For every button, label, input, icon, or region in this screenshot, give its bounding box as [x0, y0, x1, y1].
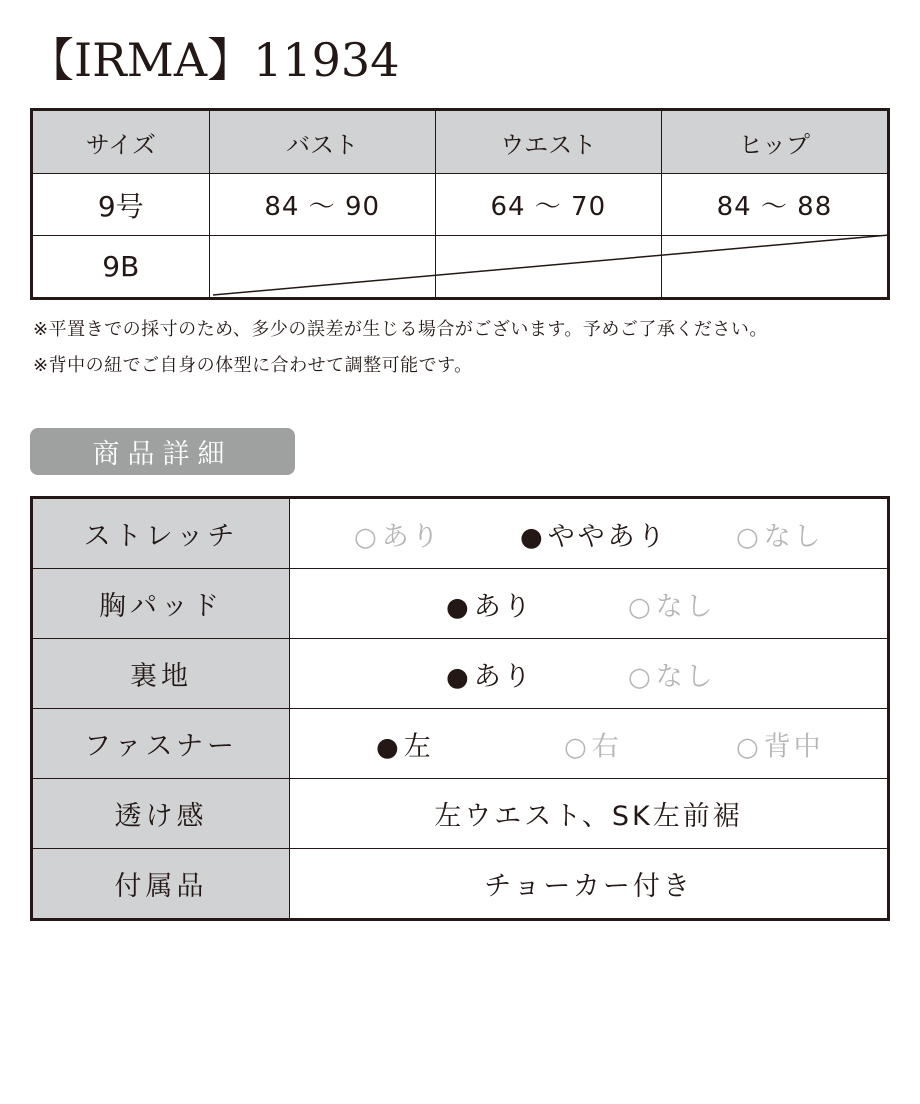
waist-cell: 64 ～ 70 — [435, 174, 661, 236]
empty-circle-icon: ○ — [354, 522, 380, 552]
lining-options — [290, 639, 889, 709]
empty-circle-icon: ○ — [628, 662, 654, 692]
measurement-note: ※平置きでの採寸のため、多少の誤差が生じる場合がございます。予めご了承ください。 — [33, 319, 768, 340]
pad-option-yes — [446, 584, 534, 623]
filled-circle-icon: ● — [446, 592, 472, 622]
section-label-product-details: 商品詳細 — [30, 428, 295, 475]
filled-circle-icon: ● — [446, 662, 472, 692]
option-text: あり — [473, 591, 534, 622]
table-row — [32, 174, 889, 236]
stretch-option-somewhat — [520, 514, 668, 553]
stretch-option-yes — [354, 514, 442, 553]
header-size: サイズ — [32, 110, 210, 174]
detail-row-sheer — [32, 779, 889, 849]
stretch-option-none — [736, 514, 824, 553]
adjustment-note: ※背中の紐でご自身の体型に合わせて調整可能です。 — [33, 355, 473, 376]
accessory-value: チョーカー付き — [290, 849, 889, 920]
fastener-label: ファスナー — [32, 709, 290, 779]
detail-row-accessory — [32, 849, 889, 920]
option-text: なし — [763, 521, 824, 552]
size-cell: 9B — [32, 236, 210, 299]
empty-circle-icon: ○ — [736, 732, 762, 762]
option-text: なし — [655, 661, 716, 692]
accessory-label: 付属品 — [32, 849, 290, 920]
lining-label: 裏地 — [32, 639, 290, 709]
hip-cell-empty — [661, 236, 888, 299]
fastener-option-right — [564, 724, 622, 763]
stretch-options — [290, 498, 889, 569]
fastener-option-back — [736, 724, 824, 763]
option-text: 背中 — [763, 731, 824, 762]
size-table-header-row — [32, 110, 889, 174]
option-text: 右 — [591, 731, 622, 762]
option-text: 左 — [403, 731, 434, 762]
lining-option-yes — [446, 654, 534, 693]
detail-row-stretch — [32, 498, 889, 569]
option-text: ややあり — [547, 521, 668, 552]
filled-circle-icon: ● — [376, 732, 402, 762]
size-cell: 9号 — [32, 174, 210, 236]
lining-option-none — [628, 654, 716, 693]
detail-row-fastener — [32, 709, 889, 779]
size-table — [30, 108, 890, 300]
detail-row-pad — [32, 569, 889, 639]
detail-row-lining — [32, 639, 889, 709]
table-row — [32, 236, 889, 299]
product-details-table — [30, 496, 890, 921]
sheer-value: 左ウエスト、SK左前裾 — [290, 779, 889, 849]
stretch-label: ストレッチ — [32, 498, 290, 569]
hip-cell: 84 ～ 88 — [661, 174, 888, 236]
pad-options — [290, 569, 889, 639]
pad-label: 胸パッド — [32, 569, 290, 639]
product-title: 【IRMA】11934 — [28, 33, 400, 87]
header-hip: ヒップ — [661, 110, 888, 174]
bust-cell: 84 ～ 90 — [209, 174, 435, 236]
empty-circle-icon: ○ — [736, 522, 762, 552]
bust-cell-empty — [209, 236, 435, 299]
option-text: あり — [473, 661, 534, 692]
empty-circle-icon: ○ — [564, 732, 590, 762]
pad-option-none — [628, 584, 716, 623]
option-text: なし — [655, 591, 716, 622]
empty-circle-icon: ○ — [628, 592, 654, 622]
fastener-option-left — [376, 724, 434, 763]
fastener-options — [290, 709, 889, 779]
sheer-label: 透け感 — [32, 779, 290, 849]
header-bust: バスト — [209, 110, 435, 174]
waist-cell-empty — [435, 236, 661, 299]
filled-circle-icon: ● — [520, 522, 546, 552]
header-waist: ウエスト — [435, 110, 661, 174]
option-text: あり — [381, 521, 442, 552]
